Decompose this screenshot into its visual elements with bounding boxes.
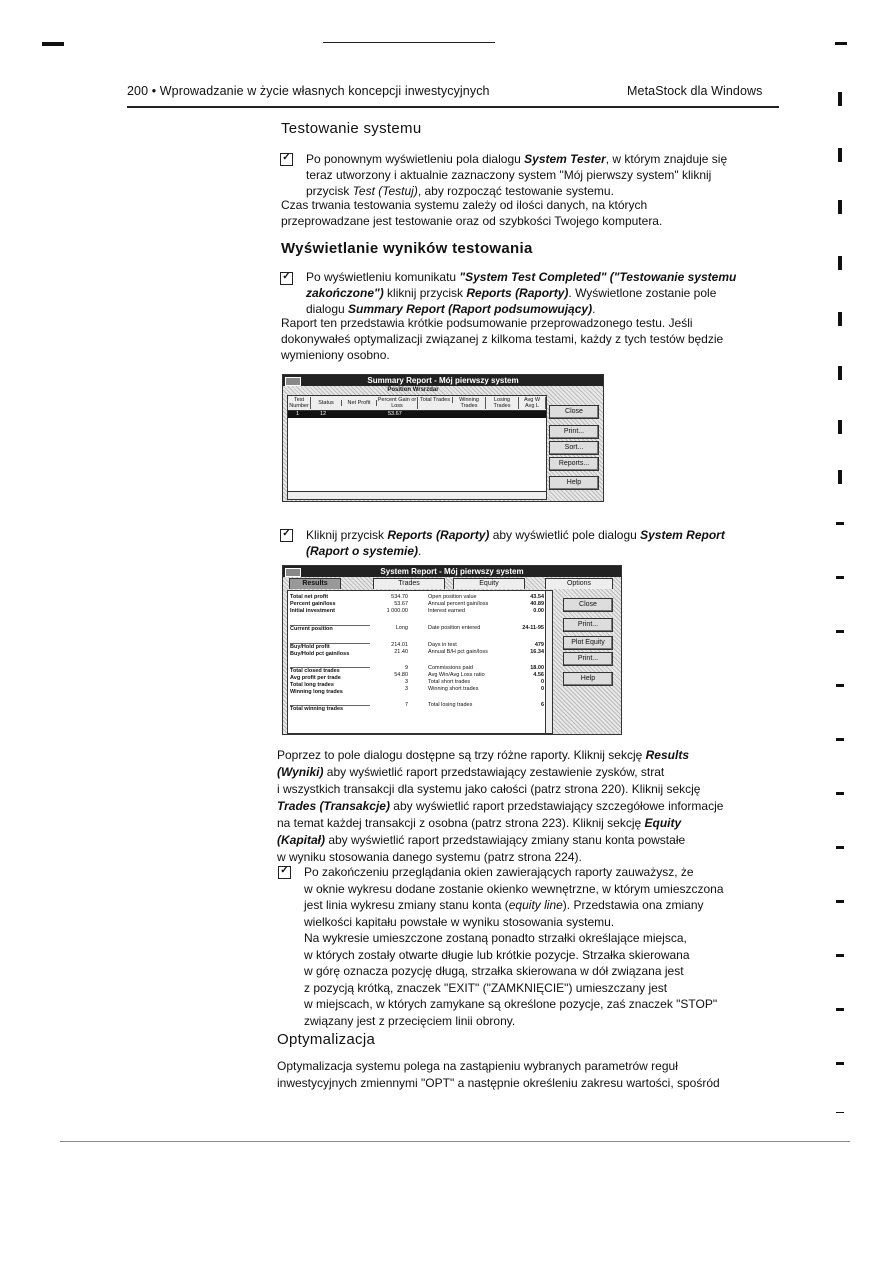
grid-header (288, 396, 546, 411)
reports-button[interactable]: Reports... (549, 457, 599, 471)
checkbox-icon (278, 866, 291, 879)
help-button[interactable]: Help (563, 672, 613, 686)
margin-mark (838, 470, 842, 484)
summary-report-dialog (282, 374, 604, 502)
dialog-titlebar: Summary Report - Mój pierwszy system (283, 375, 603, 386)
margin-mark (838, 92, 842, 106)
system-menu-icon[interactable] (285, 377, 301, 386)
col-avg: Avg W Avg L (519, 397, 546, 409)
results-report (287, 590, 553, 734)
margin-mark (836, 1008, 844, 1011)
print-button[interactable]: Print... (549, 425, 599, 439)
paragraph-optimization: Optymalizacja systemu polega na zastąpieniu wybranych parametrów reguł inwestycyjnych zmiennymi "OPT" a następnie określeniu zakresu wartości, spośród (277, 1059, 720, 1090)
close-button[interactable]: Close (549, 405, 599, 419)
paragraph-test-duration: Czas trwania testowania systemu zależy od ilości danych, na których przeprowadzane jest testowanie oraz od szybkości Twojego komputera. (281, 198, 663, 228)
table-row[interactable] (288, 411, 546, 418)
cell-percent: 53.67 (388, 411, 402, 417)
tab-equity[interactable]: Equity (453, 578, 525, 589)
dialog-subtitle: Position Wrsrzdar (387, 387, 439, 393)
step-1: Po ponownym wyświetleniu pola dialogu System Tester, w którym znajduje się teraz utworzony i aktualnie zaznaczony system "Mój pierwszy system" kliknij przycisk Test (Testuj), aby rozpocząć testowanie systemu. (306, 152, 728, 198)
left-values: 534.70 53.67 1 000.00 Long 214.01 21.40 9 54.80 3 3 7 (386, 594, 408, 708)
col-net-profit: Net Profit (342, 400, 377, 406)
corner-mark (42, 42, 64, 46)
summary-grid[interactable] (287, 395, 547, 492)
paragraph-three-reports: Poprzez to pole dialogu dostępne są trzy różne raporty. Kliknij sekcję Results (Wyniki) aby wyświetlić raport przedstawiający zestawienie zysków, strat i wszystkich transakcji dla systemu jako całości (patrz strona 220). Kliknij sekcję Trades (Transakcje) aby wyświetlić raport przedstawiający szczegółowe informacje na temat każdej transakcji z osobna (patrz strona 223). Kliknij sekcję Equity (Kapitał) aby wyświetlić raport przedstawiający zmiany stanu konta powstałe w wyniku stosowania danego systemu (patrz strona 224). (277, 748, 724, 864)
tab-options[interactable]: Options (545, 578, 613, 589)
section-title-results: Wyświetlanie wyników testowania (281, 240, 533, 257)
system-report-dialog (282, 565, 622, 735)
print-button[interactable]: Print... (563, 618, 613, 632)
vertical-scrollbar[interactable] (545, 591, 552, 733)
horizontal-scrollbar[interactable] (287, 491, 547, 500)
cell-test-number: 1 (296, 411, 300, 417)
left-labels: Total net profit Percent gain/loss Initial investment Current position Buy/Hold profit Buy/Hold pct gain/loss Total closed trades Avg profit per trade Total long trades Winning long trades Total winning trades (290, 594, 370, 713)
top-rule (323, 42, 495, 43)
margin-mark (838, 148, 842, 162)
margin-mark (835, 42, 847, 45)
margin-mark (836, 522, 844, 525)
margin-mark (836, 630, 844, 633)
sort-button[interactable]: Sort... (549, 441, 599, 455)
running-header-right: MetaStock dla Windows (627, 84, 763, 98)
margin-mark (836, 576, 844, 579)
section-title-optimization: Optymalizacja (277, 1031, 376, 1048)
header-rule (127, 106, 779, 108)
margin-mark (836, 738, 844, 741)
step-4: Po zakończeniu przeglądania okien zawierających raporty zauważysz, że w oknie wykresu dodane zostanie okienko wewnętrzne, w którym umieszczona jest linia wykresu zmiany stanu konta (equity line). Przedstawia ona zmiany wielkości kapitału powstałe w wyniku stosowania systemu. Na wykresie umieszczone zostaną ponadto strzałki określające miejsca, w których zostały otwarte długie lub krótkie pozycje. Strzałka skierowana w górę oznacza pozycję długą, strzałka skierowana w dół związana jest z pozycją krótką, znaczek "EXIT" ("ZAMKNIĘCIE") umieszczany jest w miejscach, w których zamykane są określone pozycje, zaś znaczek "STOP" związany jest z przecięciem linii obrony. (304, 865, 724, 1028)
margin-mark (838, 256, 842, 270)
tab-results[interactable]: Results (289, 578, 341, 589)
step-3: Kliknij przycisk Reports (Raporty) aby wyświetlić pole dialogu System Report (Raport o systemie). (306, 528, 725, 558)
margin-mark (836, 1112, 844, 1113)
margin-mark (836, 846, 844, 849)
col-total-trades: Total Trades (418, 397, 453, 403)
margin-mark (836, 1062, 844, 1065)
step-2: Po wyświetleniu komunikatu "System Test Completed" ("Testowanie systemu zakończone") kliknij przycisk Reports (Raporty). Wyświetlone zostanie pole dialogu Summary Report (Raport podsumowujący). (306, 270, 737, 316)
bottom-rule (60, 1141, 850, 1142)
margin-mark (836, 792, 844, 795)
col-losing-trades: Losing Trades (486, 397, 519, 409)
section-title-testing: Testowanie systemu (281, 120, 422, 137)
col-percent-gain: Percent Gain or Loss (377, 397, 417, 409)
cell-status: 12 (320, 411, 327, 417)
margin-mark (838, 420, 842, 434)
dialog-titlebar: System Report - Mój pierwszy system (283, 566, 621, 577)
margin-mark (836, 954, 844, 957)
checkbox-icon (280, 529, 293, 542)
help-button[interactable]: Help (549, 476, 599, 490)
col-winning-trades: Winning Trades (453, 397, 486, 409)
margin-mark (838, 366, 842, 380)
system-menu-icon[interactable] (285, 568, 301, 577)
checkbox-icon (280, 272, 293, 285)
col-test-number: Test Number (288, 397, 311, 409)
margin-mark (836, 900, 844, 903)
plot-equity-button[interactable]: Plot Equity (563, 636, 613, 650)
margin-mark (836, 684, 844, 687)
tab-trades[interactable]: Trades (373, 578, 445, 589)
right-values: 43.54 40.89 0.00 24-11-95 479 16.34 18.00 4.56 0 0 6 (522, 594, 544, 708)
running-header-left: 200 • Wprowadzanie w życie własnych koncepcji inwestycyjnych (127, 84, 490, 98)
checkbox-icon (280, 153, 293, 166)
col-status: Status (311, 400, 342, 406)
margin-mark (838, 200, 842, 214)
margin-mark (838, 312, 842, 326)
right-labels: Open position value Annual percent gain/loss Interest earned Date position entered Days in test Annual B/H pct gain/loss Commissions paid Avg Win/Avg Loss ratio Total short trades Winning short trades Total losing trades (428, 594, 489, 708)
print-equity-button[interactable]: Print... (563, 652, 613, 666)
paragraph-summary-report: Raport ten przedstawia krótkie podsumowanie przeprowadzonego testu. Jeśli dokonywałeś optymalizacji związanej z kilkoma testami, każdy z tych testów będzie wymieniony osobno. (281, 316, 724, 362)
close-button[interactable]: Close (563, 598, 613, 612)
